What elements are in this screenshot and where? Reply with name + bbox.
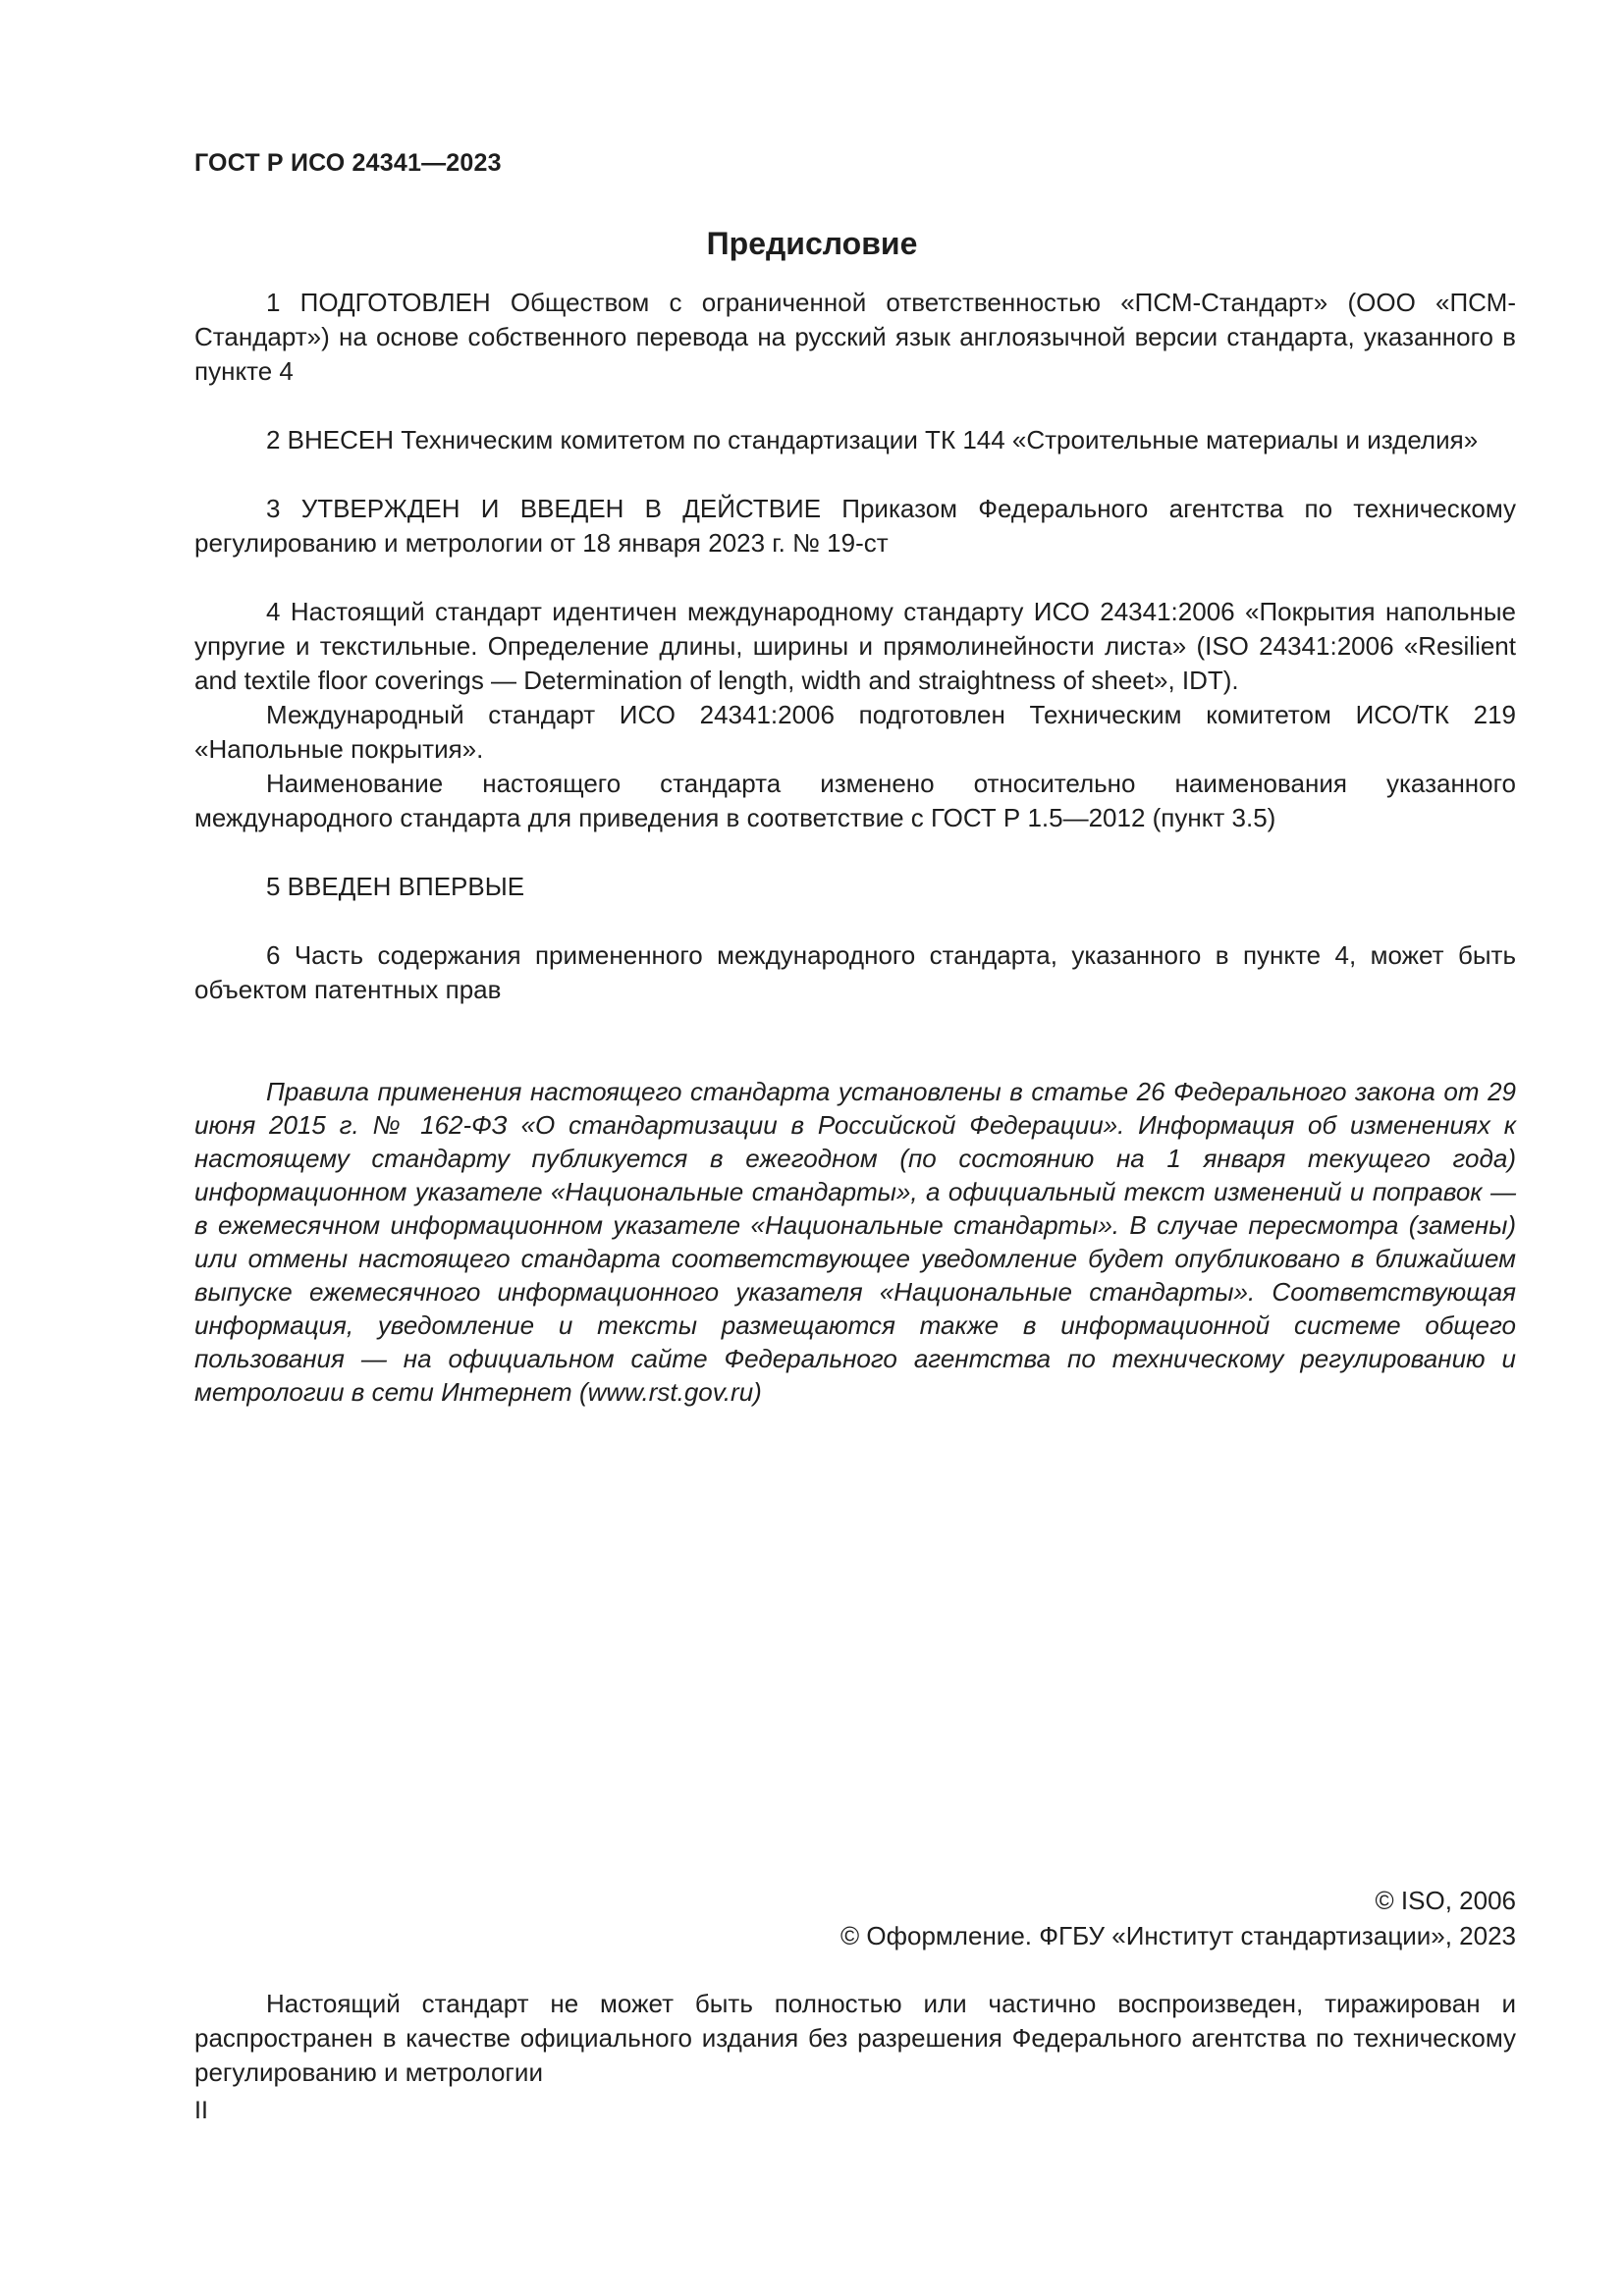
preface-item-3: 3 УТВЕРЖДЕН И ВВЕДЕН В ДЕЙСТВИЕ Приказом Федерального агентства по техническому регулированию и метрологии от 18 января 2023 г. № 19-ст xyxy=(194,494,1516,558)
preface-item-5: 5 ВВЕДЕН ВПЕРВЫЕ xyxy=(266,872,525,901)
preface-item-4-naming: Наименование настоящего стандарта изменено относительно наименования указанного международного стандарта для приведения в соответствие с ГОСТ Р 1.5—2012 (пункт 3.5) xyxy=(194,769,1516,832)
preface-title: Предисловие xyxy=(706,226,918,261)
reproduction-notice xyxy=(194,1987,1516,2090)
preface-item-6: 6 Часть содержания примененного международного стандарта, указанного в пункте 4, может быть объектом патентных прав xyxy=(194,940,1516,1004)
copyright-block xyxy=(840,1883,1516,1953)
preface-item-1: 1 ПОДГОТОВЛЕН Обществом с ограниченной ответственностью «ПСМ-Стандарт» (ООО «ПСМ-Стандарт») на основе собственного перевода на русский язык англоязычной версии стандарта, указанного в пункте 4 xyxy=(194,288,1516,386)
reproduction-text: Настоящий стандарт не может быть полностью или частично воспроизведен, тиражирован и распространен в качестве официального издания без разрешения Федерального агентства по техническому регулированию и метрологии xyxy=(194,1989,1516,2087)
notice-text: Правила применения настоящего стандарта установлены в статье 26 Федерального закона от 29 июня 2015 г. № 162-ФЗ «О стандартизации в Российской Федерации». Информация об изменениях к настоящему стандарту публикуется в ежегодном (по состоянию на 1 января текущего года) информационном указателе «Национальные стандарты», а официальный текст изменений и поправок — в ежемесячном информационном указателе «Национальные стандарты». В случае пересмотра (замены) или отмены настоящего стандарта соответствующее уведомление будет опубликовано в ближайшем выпуске ежемесячного информационного указателя «Национальные стандарты». Соответствующая информация, уведомление и тексты размещаются также в информационной системе общего пользования — на официальном сайте Федерального агентства по техническому регулированию и метрологии в сети Интернет (www.rst.gov.ru) xyxy=(194,1077,1516,1407)
page-number: II xyxy=(194,2097,208,2124)
copyright-design: © Оформление. ФГБУ «Институт стандартизации», 2023 xyxy=(840,1921,1516,1950)
preface-item-4-source: Международный стандарт ИСО 24341:2006 подготовлен Техническим комитетом ИСО/ТК 219 «Напольные покрытия». xyxy=(194,700,1516,764)
preface-body xyxy=(194,286,1516,1007)
application-rules-notice xyxy=(194,1075,1516,1409)
preface-item-2: 2 ВНЕСЕН Техническим комитетом по стандартизации ТК 144 «Строительные материалы и изделия» xyxy=(266,425,1479,454)
copyright-iso: © ISO, 2006 xyxy=(1375,1886,1516,1915)
standard-code-header: ГОСТ Р ИСО 24341—2023 xyxy=(194,149,502,177)
preface-item-4: 4 Настоящий стандарт идентичен международному стандарту ИСО 24341:2006 «Покрытия напольные упругие и текстильные. Определение длины, ширины и прямолинейности листа» (ISO 24341:2006 «Resilient and textile floor coverings — Determination of length, width and straightness of sheet», IDT). xyxy=(194,597,1516,695)
